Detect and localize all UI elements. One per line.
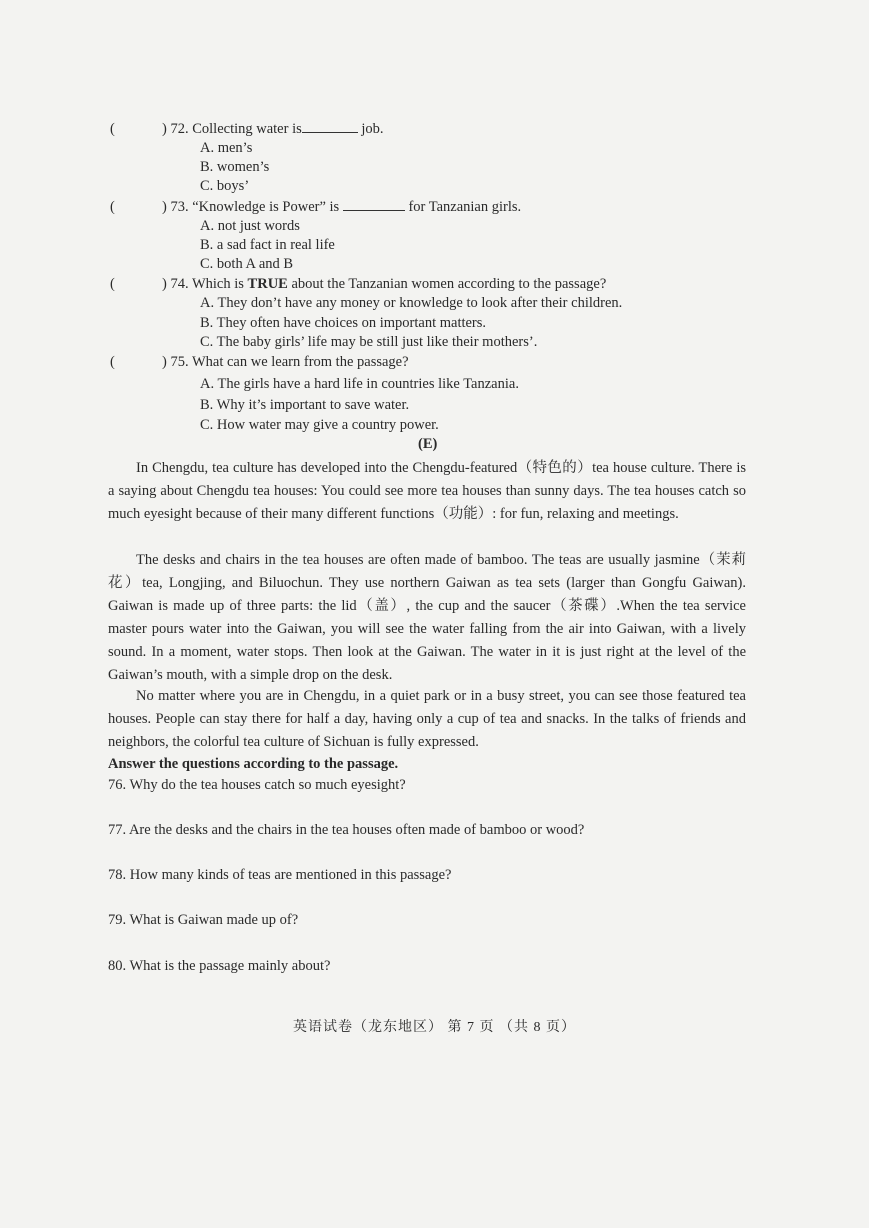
option-b: B. a sad fact in real life: [200, 237, 335, 253]
question-80: 80. What is the passage mainly about?: [108, 958, 331, 974]
answer-paren-open: (: [110, 121, 115, 137]
stem-text: job.: [361, 121, 384, 137]
page-footer: 英语试卷（龙东地区） 第 7 页 （共 8 页）: [293, 1020, 576, 1035]
question-number: 74.: [170, 276, 189, 292]
option-c: C. How water may give a country power.: [200, 417, 439, 433]
passage-paragraph-2: [108, 549, 746, 687]
question-77: 77. Are the desks and the chairs in the tea houses often made of bamboo or wood?: [108, 822, 585, 838]
paragraph-text: The desks and chairs in the tea houses are often made of bamboo. The teas are usually jasmine（茉莉花）tea, Longjing, and Biluochun. They use northern Gaiwan as tea sets (larger than Gongfu Gaiwan). Gaiwan is made up of three parts: the lid（盖）, the cup and the saucer（茶碟）.When the tea service master pours water into the Gaiwan, you will see the water falling from the air into Gaiwan, with a lively sound. In a moment, water stops. Then look at the Gaiwan. The water in it is just right at the level of the Gaiwan’s mouth, with a simple drop on the desk.: [108, 552, 746, 683]
passage-paragraph-3: [108, 685, 746, 754]
question-number: 75.: [170, 354, 189, 370]
question-76: 76. Why do the tea houses catch so much eyesight?: [108, 777, 406, 793]
stem-text: “Knowledge is Power” is: [192, 199, 340, 215]
question-72-stem: [162, 120, 384, 138]
passage-paragraph-1: [108, 457, 746, 526]
question-73-stem: [162, 198, 521, 216]
option-b: B. Why it’s important to save water.: [200, 397, 410, 413]
option-b: B. women’s: [200, 159, 270, 175]
section-heading: (E): [418, 436, 438, 452]
stem-bold: TRUE: [247, 276, 288, 292]
question-75-stem: [162, 353, 409, 371]
option-a: A. The girls have a hard life in countries like Tanzania.: [200, 376, 519, 392]
instruction: Answer the questions according to the passage.: [108, 756, 399, 772]
paragraph-text: In Chengdu, tea culture has developed into the Chengdu-featured（特色的）tea house culture. There is a saying about Chengdu tea houses: You could see more tea houses than sunny days. The tea houses catch so much eyesight because of their many different functions（功能）: for fun, relaxing and meetings.: [108, 460, 746, 522]
option-c: C. The baby girls’ life may be still just like their mothers’.: [200, 334, 538, 350]
answer-paren-open: (: [110, 199, 115, 215]
option-a: A. They don’t have any money or knowledge to look after their children.: [200, 295, 623, 311]
answer-paren-close: ): [162, 354, 167, 370]
answer-blank: [302, 120, 358, 133]
stem-text: about the Tanzanian women according to the passage?: [291, 276, 607, 292]
stem-text: Collecting water is: [192, 121, 302, 137]
paragraph-text: No matter where you are in Chengdu, in a quiet park or in a busy street, you can see those featured tea houses. People can stay there for half a day, having only a cup of tea and snacks. In the talks of friends and neighbors, the colorful tea culture of Sichuan is fully expressed.: [108, 688, 746, 750]
option-c: C. boys’: [200, 178, 250, 194]
question-78: 78. How many kinds of teas are mentioned in this passage?: [108, 867, 452, 883]
answer-paren-open: (: [110, 354, 115, 370]
question-number: 72.: [170, 121, 189, 137]
answer-blank: [343, 198, 405, 211]
question-number: 73.: [170, 199, 189, 215]
question-74-stem: [162, 275, 606, 293]
stem-text: What can we learn from the passage?: [191, 354, 409, 370]
option-a: A. men’s: [200, 140, 253, 156]
answer-paren-close: ): [162, 121, 167, 137]
stem-text: for Tanzanian girls.: [408, 199, 522, 215]
option-a: A. not just words: [200, 218, 300, 234]
option-b: B. They often have choices on important matters.: [200, 315, 487, 331]
answer-paren-close: ): [162, 199, 167, 215]
stem-text: Which is: [191, 276, 244, 292]
answer-paren-close: ): [162, 276, 167, 292]
option-c: C. both A and B: [200, 256, 294, 272]
question-79: 79. What is Gaiwan made up of?: [108, 912, 299, 928]
answer-paren-open: (: [110, 276, 115, 292]
